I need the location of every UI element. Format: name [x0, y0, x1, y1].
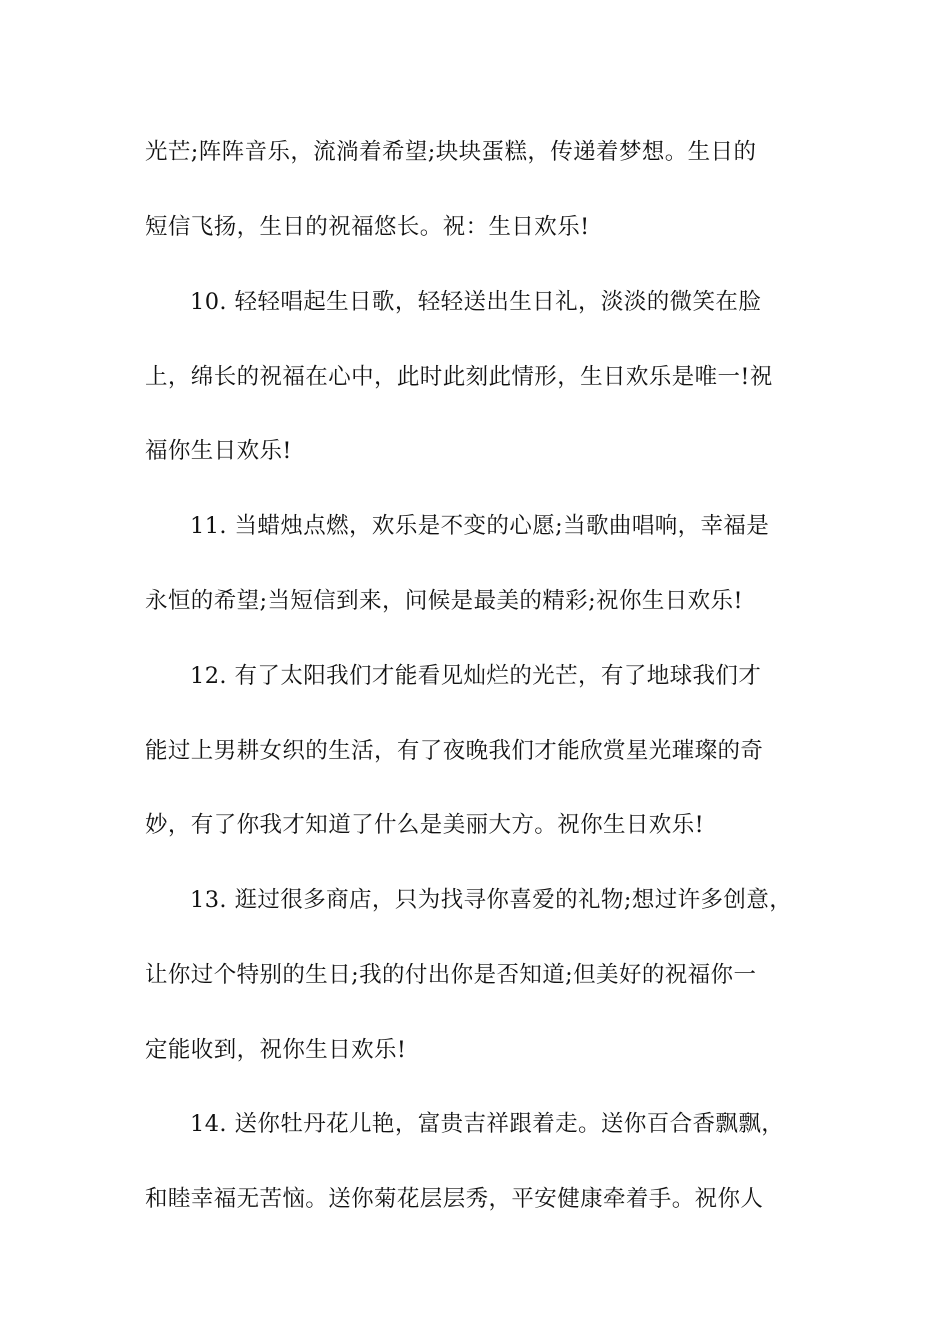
text-line: 定能收到，祝你生日欢乐!: [145, 1037, 407, 1063]
text-line: 短信飞扬，生日的祝福悠长。祝：生日欢乐!: [145, 214, 590, 240]
text-line: 13. 逛过很多商店，只为找寻你喜爱的礼物;想过许多创意，: [190, 887, 793, 913]
text-line: 11. 当蜡烛点燃，欢乐是不变的心愿;当歌曲唱响，幸福是: [190, 513, 770, 539]
text-line: 和睦幸福无苦恼。送你菊花层层秀，平安健康牵着手。祝你人: [145, 1186, 764, 1212]
text-line: 妙，有了你我才知道了什么是美丽大方。祝你生日欢乐!: [145, 812, 705, 838]
text-line: 14. 送你牡丹花儿艳，富贵吉祥跟着走。送你百合香飘飘，: [190, 1111, 785, 1137]
text-line: 能过上男耕女织的生活，有了夜晚我们才能欣赏星光璀璨的奇: [145, 738, 764, 764]
text-line: 上，绵长的祝福在心中，此时此刻此情形，生日欢乐是唯一!祝: [145, 364, 773, 390]
text-line: 福你生日欢乐!: [145, 438, 292, 464]
text-line: 10. 轻轻唱起生日歌，轻轻送出生日礼，淡淡的微笑在脸: [190, 289, 762, 315]
text-line: 让你过个特别的生日;我的付出你是否知道;但美好的祝福你一: [145, 962, 757, 988]
text-line: 光芒;阵阵音乐，流淌着希望;块块蛋糕，传递着梦想。生日的: [145, 139, 757, 165]
text-line: 永恒的希望;当短信到来，问候是最美的精彩;祝你生日欢乐!: [145, 588, 743, 614]
text-line: 12. 有了太阳我们才能看见灿烂的光芒，有了地球我们才: [190, 663, 762, 689]
